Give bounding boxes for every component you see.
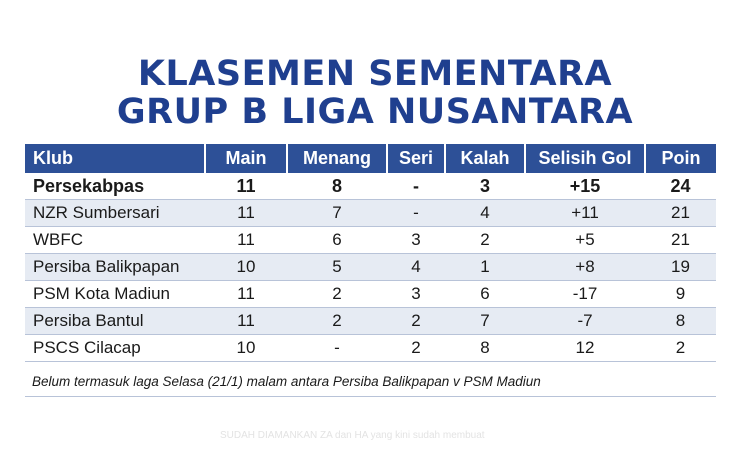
table-row — [25, 200, 716, 227]
cell-selisih-gol: +11 — [525, 200, 645, 227]
header-menang: Menang — [287, 144, 387, 173]
header-main: Main — [205, 144, 287, 173]
cell-selisih-gol: +15 — [525, 173, 645, 200]
cell-kalah: 2 — [445, 227, 525, 254]
cell-menang: - — [287, 335, 387, 362]
cell-seri: 2 — [387, 308, 445, 335]
cell-main: 10 — [205, 254, 287, 281]
cell-menang: 5 — [287, 254, 387, 281]
header-poin: Poin — [645, 144, 716, 173]
cell-selisih-gol: +8 — [525, 254, 645, 281]
cell-selisih-gol: -17 — [525, 281, 645, 308]
cell-poin: 9 — [645, 281, 716, 308]
cell-seri: 4 — [387, 254, 445, 281]
cell-poin: 2 — [645, 335, 716, 362]
cell-main: 10 — [205, 335, 287, 362]
cell-menang: 2 — [287, 281, 387, 308]
cell-selisih-gol: 12 — [525, 335, 645, 362]
table-row — [25, 173, 716, 200]
cell-kalah: 1 — [445, 254, 525, 281]
cell-kalah: 6 — [445, 281, 525, 308]
footnote-divider — [25, 396, 716, 397]
cell-poin: 24 — [645, 173, 716, 200]
cell-seri: 3 — [387, 281, 445, 308]
club-name: Persekabpas — [25, 173, 205, 200]
table-row — [25, 308, 716, 335]
table-row — [25, 281, 716, 308]
club-name: WBFC — [25, 227, 205, 254]
cell-kalah: 4 — [445, 200, 525, 227]
cell-poin: 21 — [645, 200, 716, 227]
header-selisih-gol: Selisih Gol — [525, 144, 645, 173]
club-name: PSM Kota Madiun — [25, 281, 205, 308]
cell-menang: 2 — [287, 308, 387, 335]
club-name: Persiba Balikpapan — [25, 254, 205, 281]
cell-seri: 3 — [387, 227, 445, 254]
club-name: NZR Sumbersari — [25, 200, 205, 227]
header-klub: Klub — [25, 144, 205, 173]
table-footnote: Belum termasuk laga Selasa (21/1) malam antara Persiba Balikpapan v PSM Madiun — [32, 374, 541, 389]
cell-kalah: 3 — [445, 173, 525, 200]
cell-seri: 2 — [387, 335, 445, 362]
cell-main: 11 — [205, 227, 287, 254]
cell-selisih-gol: +5 — [525, 227, 645, 254]
header-seri: Seri — [387, 144, 445, 173]
club-name: Persiba Bantul — [25, 308, 205, 335]
cell-menang: 7 — [287, 200, 387, 227]
table-row — [25, 227, 716, 254]
cell-seri: - — [387, 200, 445, 227]
cell-kalah: 8 — [445, 335, 525, 362]
cell-main: 11 — [205, 281, 287, 308]
cell-main: 11 — [205, 308, 287, 335]
cell-selisih-gol: -7 — [525, 308, 645, 335]
standings-table — [25, 144, 716, 362]
cell-poin: 19 — [645, 254, 716, 281]
cell-poin: 8 — [645, 308, 716, 335]
table-row — [25, 254, 716, 281]
club-name: PSCS Cilacap — [25, 335, 205, 362]
cell-main: 11 — [205, 200, 287, 227]
cell-main: 11 — [205, 173, 287, 200]
faded-article-text: SUDAH DIAMANKAN ZA dan HA yang kini sudah membuat — [220, 430, 485, 441]
cell-menang: 6 — [287, 227, 387, 254]
table-header-row — [25, 144, 716, 173]
page-subtitle: GRUP B LIGA NUSANTARA — [116, 92, 634, 132]
cell-seri: - — [387, 173, 445, 200]
page-title: KLASEMEN SEMENTARA — [137, 54, 613, 94]
table-row — [25, 335, 716, 362]
cell-poin: 21 — [645, 227, 716, 254]
cell-menang: 8 — [287, 173, 387, 200]
header-kalah: Kalah — [445, 144, 525, 173]
cell-kalah: 7 — [445, 308, 525, 335]
